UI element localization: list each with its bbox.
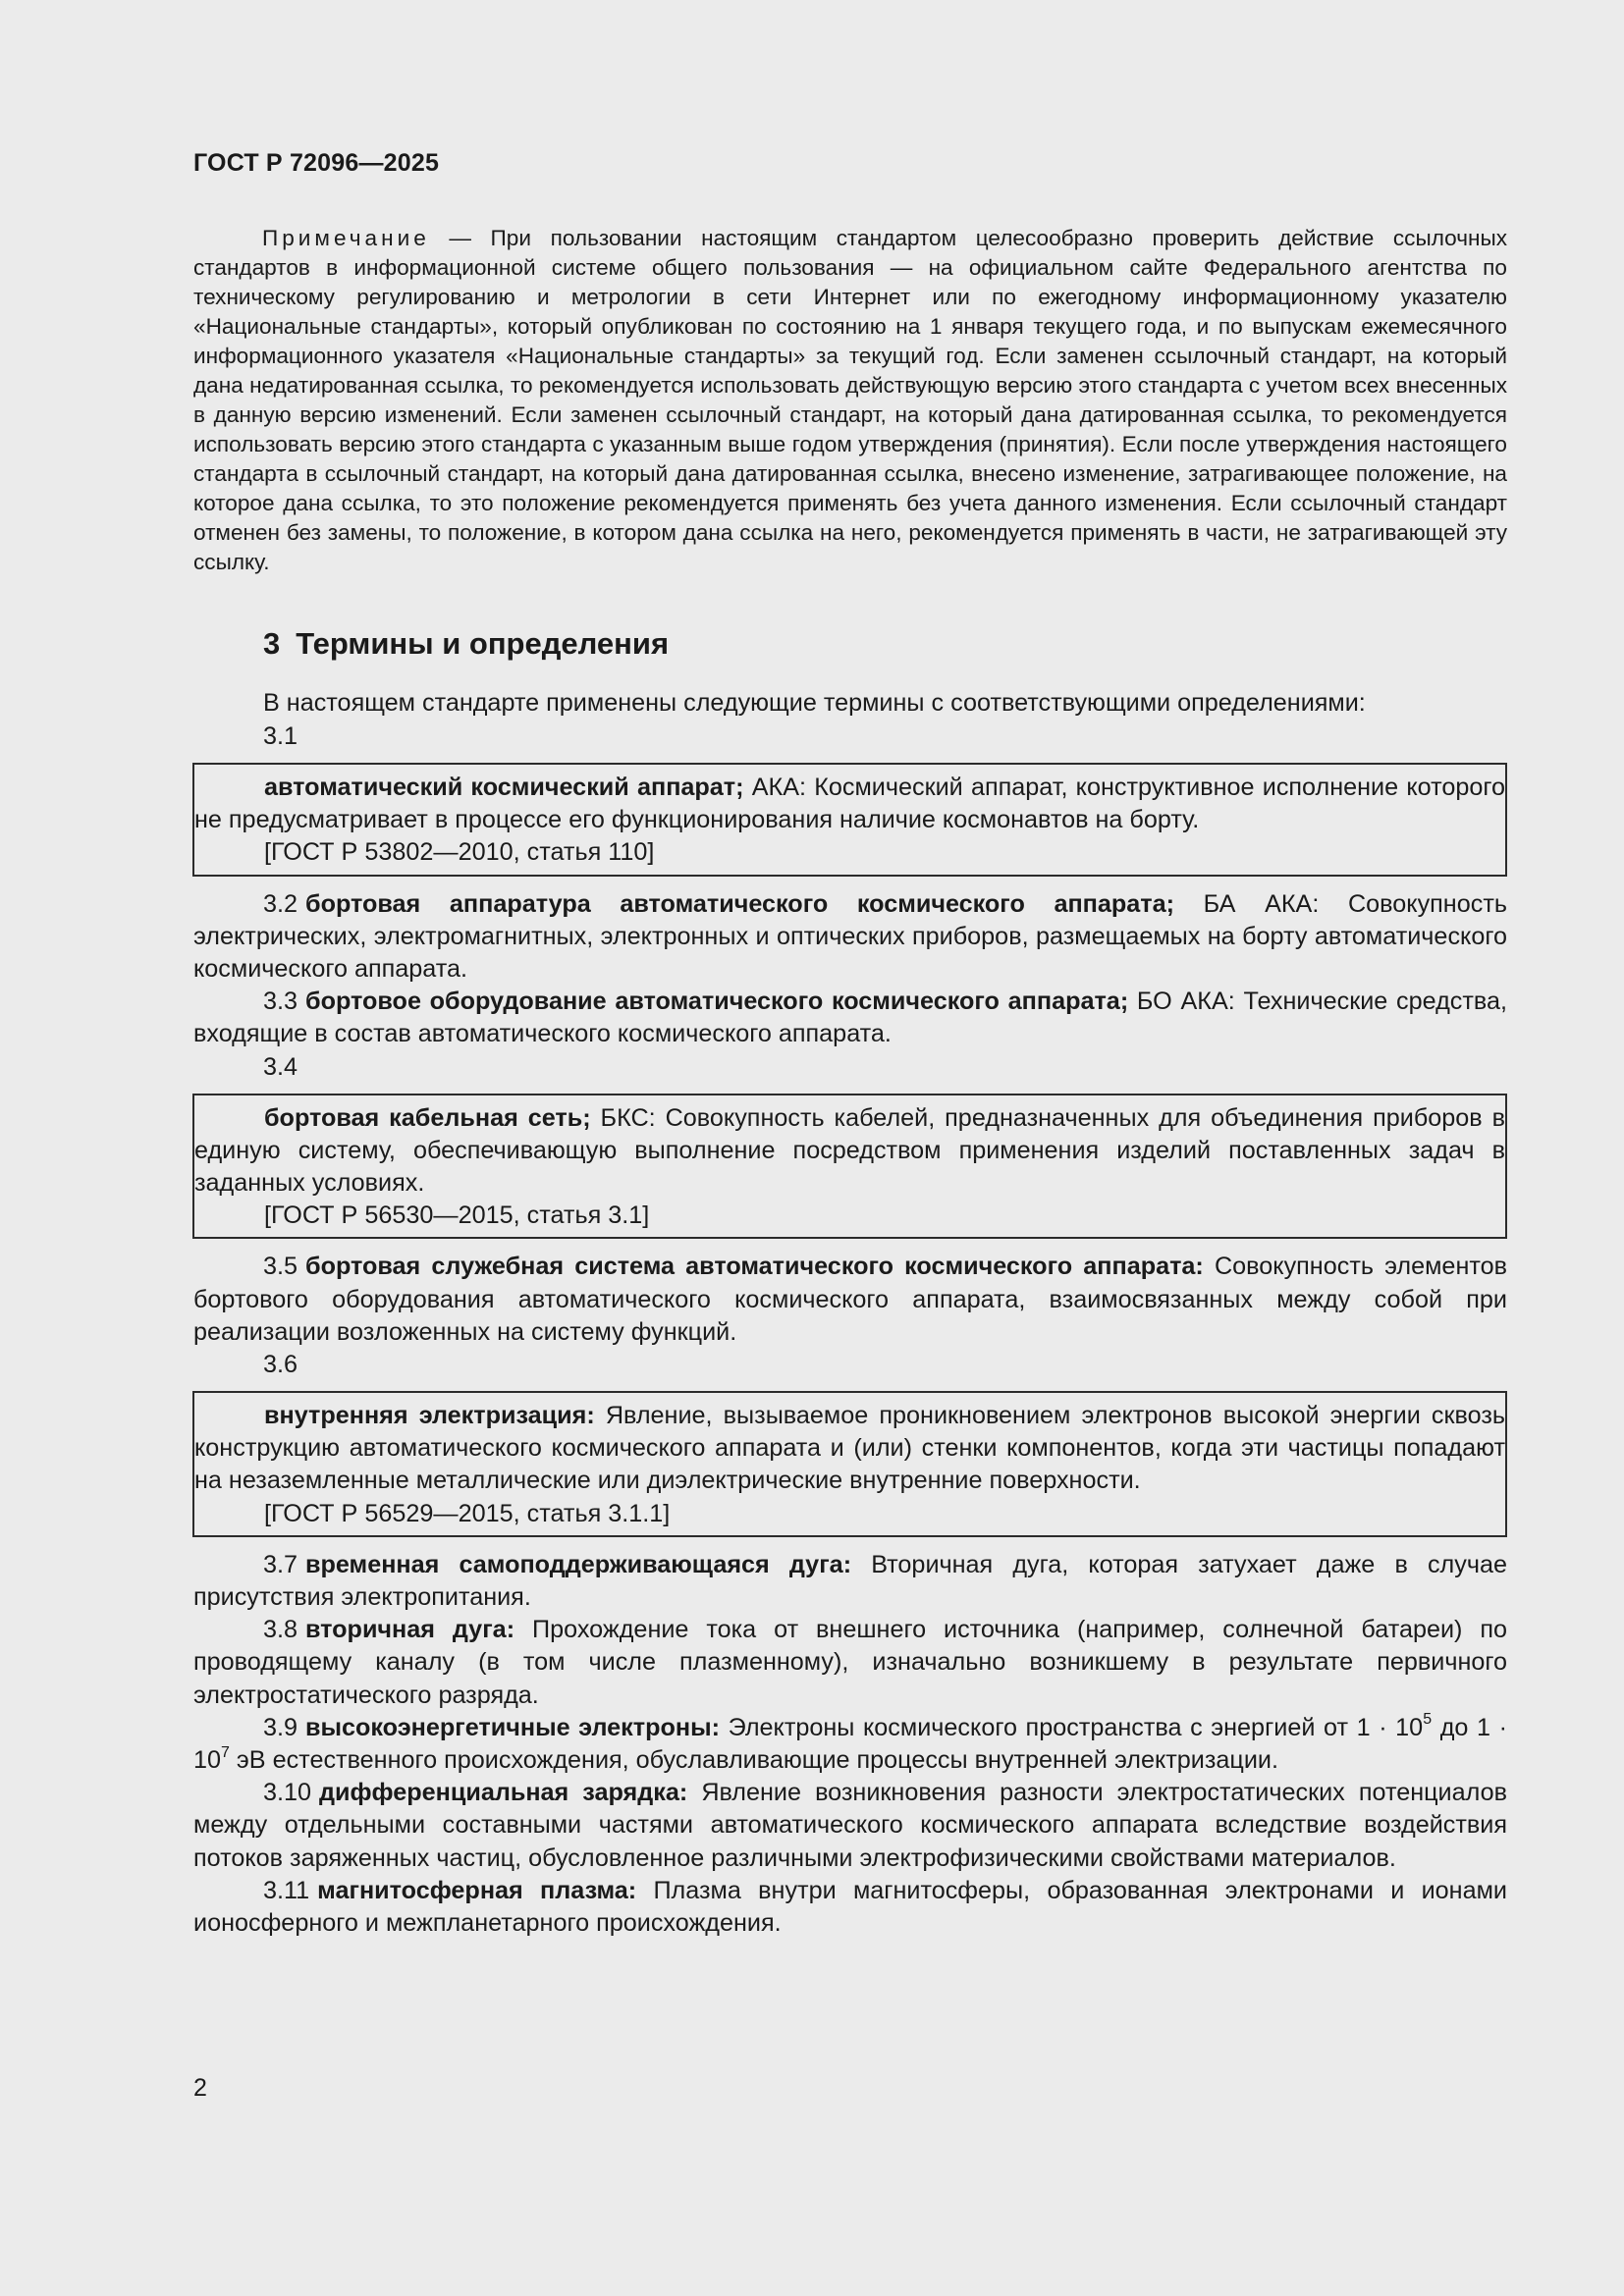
term-entry: 3.9 высокоэнергетичные электроны: Электроны космического пространства с энергией от $1 \cdot 10^5$ до $1 \cdot 10^7$ эВ естественного происхождения, обуславливающие процессы внутренней электризации. [193, 1711, 1507, 1775]
term-definition: внутренняя электризация: Явление, вызываемое проникновением электронов высокой энергии сквозь конструкцию автоматического космического аппарата и (или) стенки компонентов, когда эти частицы попадают на незаземленные металлические или диэлектрические внутренние поверхности. [194, 1402, 1505, 1495]
term-definition: автоматический космический аппарат; АКА: Космический аппарат, конструктивное исполнение которого не предусматривает в процессе его функционирования наличие космонавтов на борту. [194, 774, 1505, 834]
section-number: 3 [263, 626, 281, 661]
note-lead: Примечание [262, 226, 430, 250]
term-number: 3.6 [263, 1351, 298, 1379]
term-box [192, 1094, 1507, 1240]
term-number: 3.10 [263, 1779, 312, 1807]
term-number: 3.4 [263, 1052, 298, 1081]
section-intro: В настоящем стандарте применены следующие термины с соответствующими определениями: [263, 689, 1366, 717]
term-name: вторичная дуга: [305, 1616, 515, 1644]
term-name: дифференциальная зарядка: [319, 1779, 688, 1807]
term-number: 3.5 [263, 1253, 298, 1281]
term-name: автоматический космический аппарат; [264, 774, 744, 801]
term-name: высокоэнергетичные электроны: [305, 1713, 720, 1741]
section-title [263, 626, 669, 662]
exponent: 5 [1423, 1711, 1433, 1729]
term-name: бортовая служебная система автоматического космического аппарата: [305, 1253, 1204, 1281]
term-number: 3.2 [263, 889, 298, 918]
term-source: [ГОСТ Р 53802—2010, статья 110] [264, 838, 655, 867]
term-name: временная самоподдерживающаяся дуга: [305, 1550, 852, 1578]
term-entry: 3.2 бортовая аппаратура автоматического космического аппарата; БА АКА: Совокупность электрических, электромагнитных, электронных и оптических приборов, размещаемых на борту автоматического космического аппарата. [193, 889, 1507, 984]
term-entry: 3.10 дифференциальная зарядка: Явление возникновения разности электростатических потенциалов между отдельными составными частями автоматического космического аппарата вследствие воздействия потоков заряженных частиц, обусловленное различными электрофизическими свойствами материалов. [193, 1779, 1507, 1872]
term-name: бортовое оборудование автоматического космического аппарата; [305, 988, 1129, 1016]
page-number: 2 [193, 2074, 207, 2102]
section-title-text: Термины и определения [296, 626, 670, 661]
term-name: бортовая аппаратура автоматического космического аппарата; [305, 889, 1175, 918]
term-entry: 3.7 временная самоподдерживающаяся дуга: Вторичная дуга, которая затухает даже в случае присутствия электропитания. [193, 1550, 1507, 1612]
term-source: [ГОСТ Р 56529—2015, статья 3.1.1] [264, 1499, 671, 1527]
term-box [192, 763, 1507, 877]
term-entry: 3.3 бортовое оборудование автоматического космического аппарата; БО АКА: Технические средства, входящие в состав автоматического космического аппарата. [193, 988, 1508, 1048]
term-entry: 3.11 магнитосферная плазма: Плазма внутри магнитосферы, образованная электронами и ионами ионосферного и межпланетарного происхождения. [193, 1876, 1507, 1938]
term-name: магнитосферная плазма: [317, 1876, 637, 1904]
term-number: 3.11 [263, 1876, 310, 1904]
term-definition: бортовая кабельная сеть; БКС: Совокупность кабелей, предназначенных для объединения приборов в единую систему, обеспечивающую выполнение посредством применения изделий поставленных задач в заданных условиях. [194, 1103, 1505, 1198]
term-number: 3.8 [263, 1616, 298, 1644]
term-box [192, 1391, 1507, 1537]
term-name: внутренняя электризация: [264, 1402, 595, 1430]
term-source: [ГОСТ Р 56530—2015, статья 3.1] [264, 1201, 650, 1230]
exponent: 7 [221, 1743, 230, 1761]
terms-list [193, 721, 1507, 1940]
term-entry: 3.8 вторичная дуга: Прохождение тока от внешнего источника (например, солнечной батареи) по проводящему каналу (в том числе плазменному), изначально возникшему в результате первичного электростатического разряда. [193, 1616, 1508, 1709]
reference-note [193, 224, 1507, 577]
term-number: 3.1 [263, 722, 298, 750]
term-name: бортовая кабельная сеть; [264, 1103, 591, 1132]
term-number: 3.9 [263, 1713, 298, 1741]
term-entry: 3.5 бортовая служебная система автоматического космического аппарата: Совокупность элементов бортового оборудования автоматического космического аппарата, взаимосвязанных между собой при реализации возложенных на систему функций. [193, 1253, 1507, 1346]
note-text: — При пользовании настоящим стандартом целесообразно проверить действие ссылочных стандартов в информационной системе общего пользования — на официальном сайте Федерального агентства по техническому регулированию и метрологии в сети Интернет или по ежегодному информационному указателю «Национальные стандарты», который опубликован по состоянию на 1 января текущего года, и по выпускам ежемесячного информационного указателя «Национальные стандарты» за текущий год. Если заменен ссылочный стандарт, на который дана недатированная ссылка, то рекомендуется использовать действующую версию этого стандарта с учетом всех внесенных в данную версию изменений. Если заменен ссылочный стандарт, на который дана датированная ссылка, то рекомендуется использовать версию этого стандарта с указанным выше годом утверждения (принятия). Если после утверждения настоящего стандарта в ссылочный стандарт, на который дана датированная ссылка, внесено изменение, затрагивающее положение, на которое дана ссылка, то это положение рекомендуется применять без учета данного изменения. Если ссылочный стандарт отменен без замены, то положение, в котором дана ссылка на него, рекомендуется применять в части, не затрагивающей эту ссылку. [193, 226, 1507, 574]
document-header: ГОСТ Р 72096—2025 [193, 149, 440, 177]
term-number: 3.3 [263, 988, 298, 1016]
term-number: 3.7 [263, 1550, 298, 1578]
